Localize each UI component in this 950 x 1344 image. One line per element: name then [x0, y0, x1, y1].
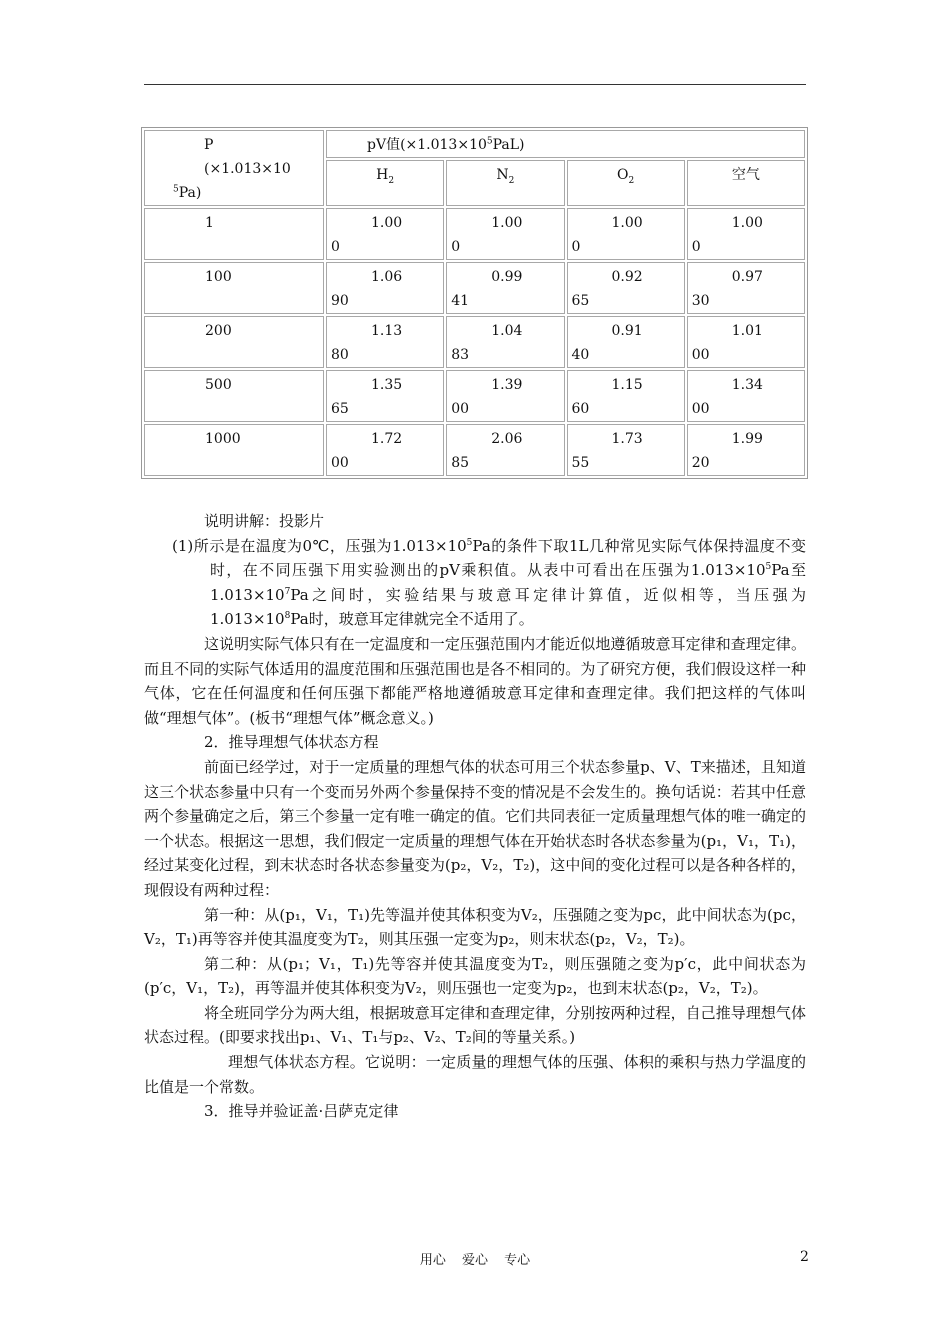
- pv-value-cell: 1.99 20: [687, 424, 805, 476]
- item-1: (1)所示是在温度为0℃，压强为$1.013\times 10^5Pa$的条件下取1L几种常见实际气体保持温度不变时，在不同压强下用实验测出的pV乘积值。从表中可看出在压强为$1.013\times 10^5Pa$至$1.013\times 10^7Pa$之间时，实验结果与玻意耳定律计算值，近似相等，当压强为$1.013\times 10^8Pa$时，玻意耳定律就完全不适用了。: [172, 536, 806, 629]
- pressure-cell: 1000: [144, 424, 324, 476]
- page-number: 2: [800, 1249, 809, 1265]
- footer-motto-3: 专心: [504, 1253, 531, 1268]
- pv-value-cell: 2.06 85: [446, 424, 564, 476]
- pressure-cell: 1: [144, 208, 324, 260]
- footer-motto-1: 用心: [419, 1253, 446, 1268]
- pv-value-cell: 1.39 00: [446, 370, 564, 422]
- paragraph-process-2: 第二种：从(p₁；V₁，T₁)先等容并使其温度变为T₂，则压强随之变为p′c，此中间状态为(p′c，V₁，T₂)，再等温并使其体积变为V₂，则压强也一定变为p₂，也到末状态(p₂，V₂，T₂)。: [144, 954, 806, 998]
- pv-value-cell: 1.35 65: [326, 370, 444, 422]
- pv-value-cell: 0.97 30: [687, 262, 805, 314]
- intro-line: 说明讲解：投影片: [204, 512, 325, 530]
- table-row: [144, 424, 805, 476]
- table-row: [144, 208, 805, 260]
- pv-value-cell: 1.00 0: [567, 208, 685, 260]
- pv-value-cell: 1.01 00: [687, 316, 805, 368]
- pv-value-cell: 1.13 80: [326, 316, 444, 368]
- header-rule: [144, 84, 806, 85]
- pressure-cell: 100: [144, 262, 324, 314]
- pv-value-cell: 1.06 90: [326, 262, 444, 314]
- pressure-header-unit-tail: $^5$Pa): [173, 184, 202, 201]
- pv-value-cell: 1.00 0: [687, 208, 805, 260]
- pv-value-cell: 1.73 55: [567, 424, 685, 476]
- gas-header-cell: $O_2$: [567, 160, 685, 206]
- gas-header-cell: $N_2$: [446, 160, 564, 206]
- paragraph-process-1: 第一种：从(p₁，V₁，T₁)先等温并使其体积变为V₂，压强随之变为pc，此中间状态为(pc，V₂，T₁)再等容并使其温度变为T₂，则其压强一定变为p₂，则末状态(p₂，V₂，T₂)。: [144, 905, 806, 949]
- pressure-header-cell: [144, 130, 324, 206]
- pressure-cell: 200: [144, 316, 324, 368]
- pv-value-cell: 0.92 65: [567, 262, 685, 314]
- heading-3: 3．推导并验证盖·吕萨克定律: [204, 1102, 399, 1121]
- pv-value-cell: 1.00 0: [326, 208, 444, 260]
- paragraph-groups: 将全班同学分为两大组，根据玻意耳定律和查理定律，分别按两种过程，自己推导理想气体状态过程。(即要求找出p₁、V₁、T₁与p₂、V₂、T₂间的等量关系。): [144, 1003, 806, 1047]
- pv-data-table: [141, 127, 808, 479]
- pv-value-cell: 0.99 41: [446, 262, 564, 314]
- pressure-cell: 500: [144, 370, 324, 422]
- pv-value-cell: 1.04 83: [446, 316, 564, 368]
- pv-value-cell: 1.00 0: [446, 208, 564, 260]
- gas-header-cell: 空气: [687, 160, 805, 206]
- paragraph-equation: 理想气体状态方程。它说明：一定质量的理想气体的压强、体积的乘积与热力学温度的比值是一个常数。: [144, 1053, 806, 1096]
- pv-value-cell: 1.72 00: [326, 424, 444, 476]
- heading-2: 2．推导理想气体状态方程: [204, 733, 379, 752]
- table-row: [144, 262, 805, 314]
- pressure-header-unit: (×1.013×10: [204, 161, 291, 177]
- paragraph-state-params: 前面已经学过，对于一定质量的理想气体的状态可用三个状态参量p、V、T来描述，且知道这三个状态参量中只有一个变而另外两个参量保持不变的情况是不会发生的。换句话说：若其中任意两个参量确定之后，第三个参量一定有唯一确定的值。它们共同表征一定质量理想气体的唯一确定的一个状态。根据这一思想，我们假定一定质量的理想气体在开始状态时各状态参量为(p₁，V₁，T₁)，经过某变化过程，到末状态时各状态参量变为(p₂，V₂，T₂)，这中间的变化过程可以是各种各样的，现假设有两种过程：: [144, 757, 806, 899]
- pv-value-cell: 1.15 60: [567, 370, 685, 422]
- paragraph-real-gas: 这说明实际气体只有在一定温度和一定压强范围内才能近似地遵循玻意耳定律和查理定律。而且不同的实际气体适用的温度范围和压强范围也是各不相同的。为了研究方便，我们假设这样一种气体，它在任何温度和任何压强下都能严格地遵循玻意耳定律和查理定律。我们把这样的气体叫做“理想气体”。(板书“理想气体”概念意义。): [144, 634, 806, 727]
- pv-value-cell: 0.91 40: [567, 316, 685, 368]
- body-text: [144, 509, 806, 1124]
- table-row: [144, 316, 805, 368]
- footer-motto-2: 爱心: [461, 1253, 488, 1268]
- pressure-header-label: P: [204, 137, 214, 153]
- gas-header-cell: $H_2$: [326, 160, 444, 206]
- pv-header-cell: pV值$(\times 1.013\times 10^5PaL)$: [326, 130, 805, 158]
- pv-value-cell: 1.34 00: [687, 370, 805, 422]
- table-row: [144, 370, 805, 422]
